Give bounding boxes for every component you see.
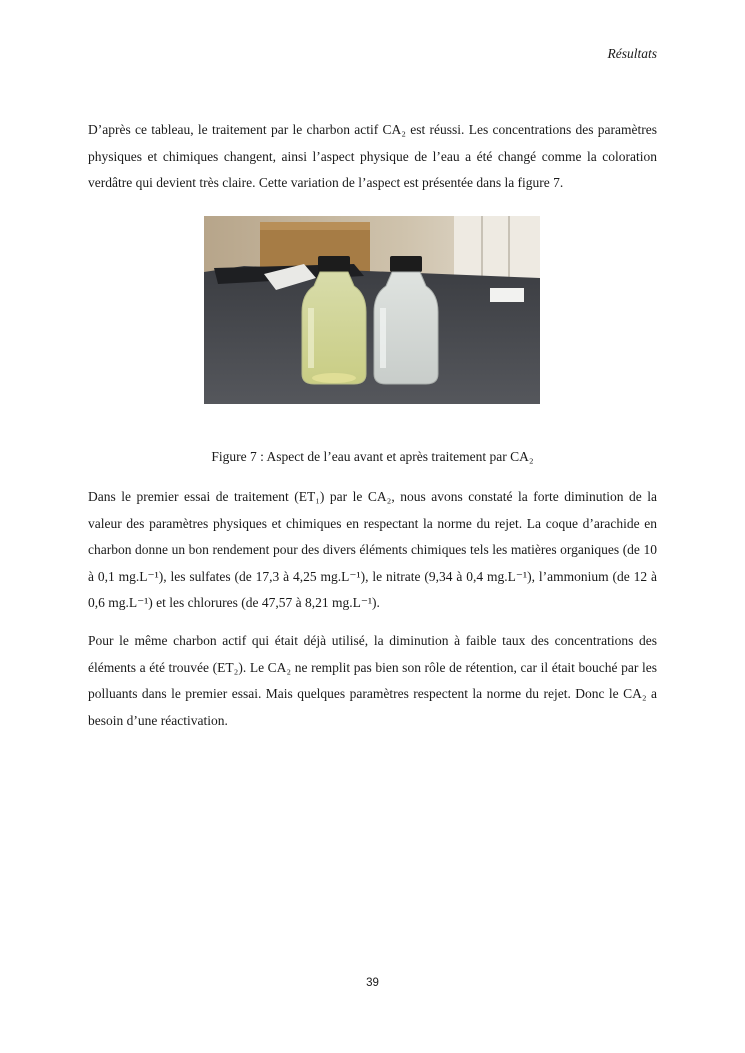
paragraph-second-trial: Pour le même charbon actif qui était déjà utilisé, la diminution à faible taux des concentrations des éléments a été trouvée (ET₂). Le CA₂ ne remplit pas bien son rôle de rétention, car il était bouché par les polluants dans le premier essai. Mais quelques paramètres respectent la norme du rejet. Donc le CA₂ a besoin d’une réactivation. <box>88 633 657 728</box>
paragraph-intro: D’après ce tableau, le traitement par le charbon actif CA₂ est réussi. Les concentrations des paramètres physiques et chimiques changent, ainsi l’aspect physique de l’eau a été changé comme la coloration verdâtre qui devient très claire. Cette variation de l’aspect est présentée dans la figure 7. <box>88 122 657 190</box>
paragraph-first-trial: Dans le premier essai de traitement (ET₁) par le CA₂, nous avons constaté la forte diminution de la valeur des paramètres physiques et chimiques en respectant la norme du rejet. La coque d’arachide en charbon donne un bon rendement pour des divers éléments chimiques tels les matières organiques (de 10 à 0,1 mg.L⁻¹), les sulfates (de 17,3 à 4,25 mg.L⁻¹), le nitrate (9,34 à 0,4 mg.L⁻¹), l’ammonium (de 12 à 0,6 mg.L⁻¹) et les chlorures (de 47,57 à 8,21 mg.L⁻¹). <box>88 489 657 610</box>
running-header: Résultats <box>607 46 657 61</box>
figure-caption: Figure 7 : Aspect de l’eau avant et après traitement par CA₂ <box>211 449 534 464</box>
page-number: 39 <box>366 977 379 989</box>
figure-photo <box>204 216 540 404</box>
